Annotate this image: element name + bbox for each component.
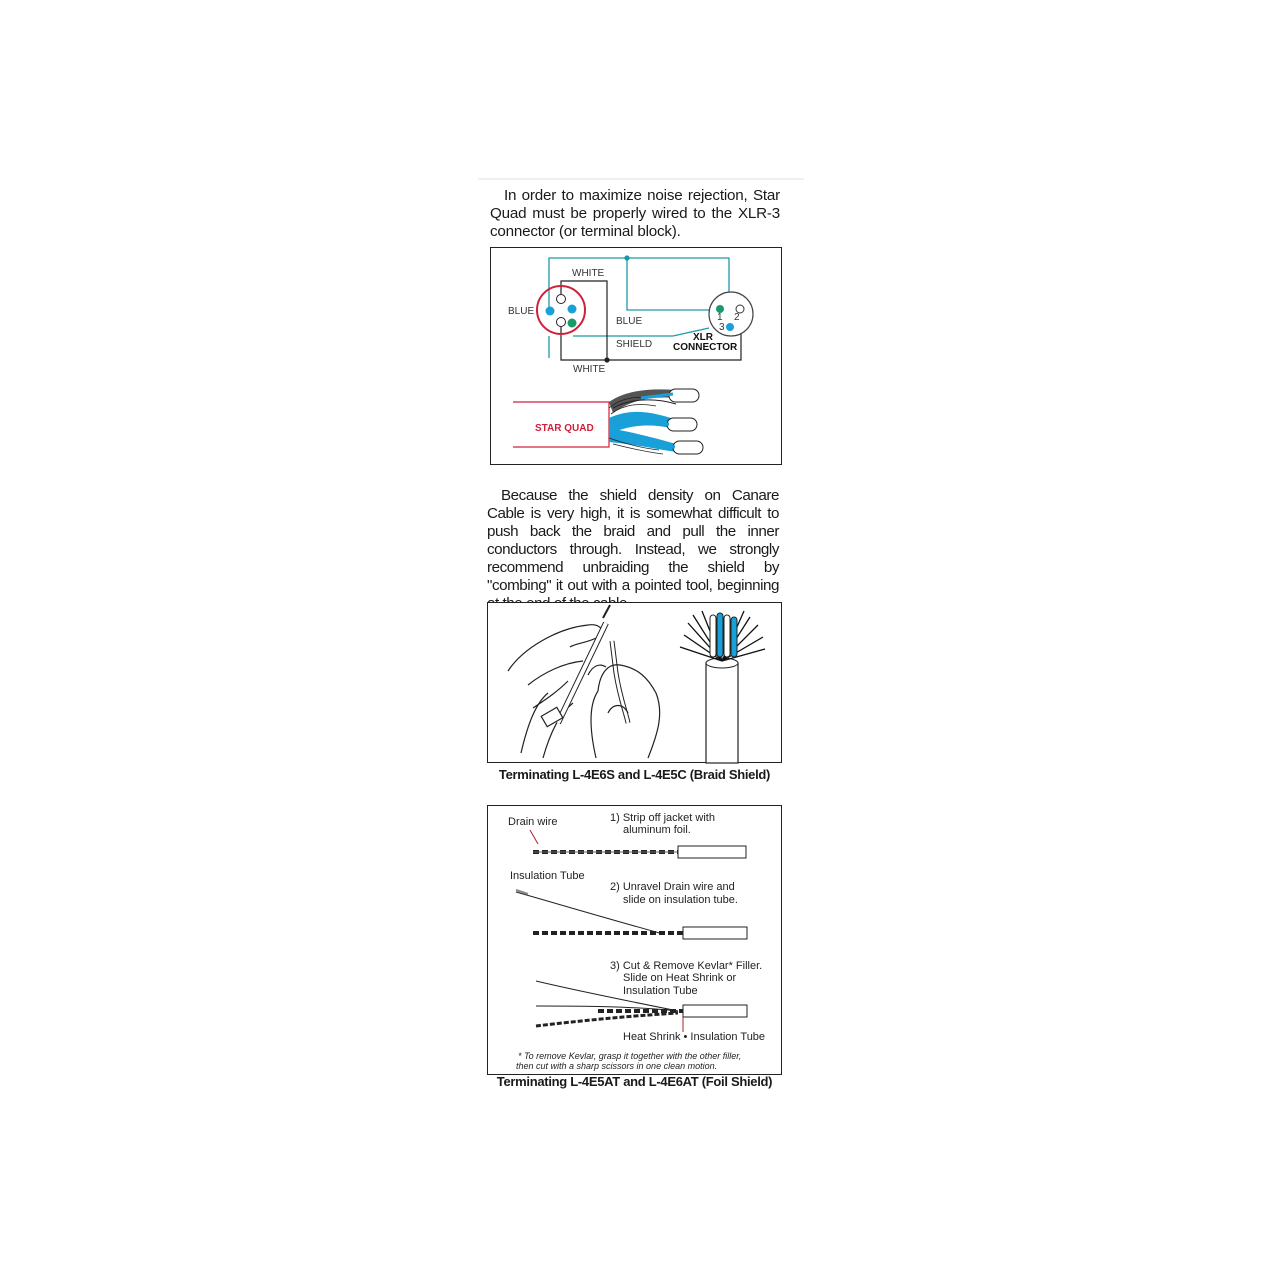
white-conductor-bottom [557,318,566,327]
connector-label: CONNECTOR [673,342,738,353]
drain-wire-label: Drain wire [508,816,558,828]
foil-caption: Terminating L-4E5AT and L-4E6AT (Foil Shield) [496,1074,773,1089]
top-divider [478,178,804,180]
wiring-diagram [490,247,782,465]
combed-cable-drawing [680,611,765,763]
shield-drain-dot [568,319,577,328]
braid-combing-illustration [487,602,782,763]
hands-drawing [508,605,660,758]
star-quad-cable-illustration [513,389,703,454]
blue-conductor-left [546,307,555,316]
heat-shrink-label: Heat Shrink • Insulation Tube [623,1031,766,1043]
pin-3-label: 3 [719,322,725,333]
wiring-diagram-svg [491,248,783,466]
step1-line2: aluminum foil. [623,824,691,836]
braid-paragraph [487,487,779,613]
shield-label: SHIELD [616,339,653,350]
step2-line1: 2) Unravel Drain wire and [610,881,735,893]
teal-wire-shield [573,328,709,336]
pin-1-label: 1 [717,312,723,323]
foil-shield-steps [487,805,782,1075]
step2-line2: slide on insulation tube. [623,894,738,906]
black-wire-white [561,281,607,360]
blue-mid-label: BLUE [616,316,643,327]
insulation-tube-label: Insulation Tube [510,870,585,882]
star-quad-label: STAR QUAD [535,423,594,434]
xlr-label: XLR [693,332,713,343]
white-bottom-label: WHITE [573,364,606,375]
intro-paragraph [490,187,780,241]
teal-wire-mid [627,258,719,310]
step3-line2: Slide on Heat Shrink or [623,972,737,984]
step3-line3: Insulation Tube [623,985,698,997]
braid-caption: Terminating L-4E6S and L-4E5C (Braid Shield) [498,767,771,782]
step3-line1: 3) Cut & Remove Kevlar* Filler. [610,960,763,972]
intro-text: In order to maximize noise rejection, Star Quad must be properly wired to the XLR-3 connector (or terminal block). [490,187,780,240]
blue-conductor-right [568,305,577,314]
footnote-line1: * To remove Kevlar, grasp it together with the other filler, [518,1051,742,1061]
braid-text: Because the shield density on Canare Cable is very high, it is somewhat difficult to push back the braid and pull the inner conductors through. Instead, we strongly recommend unbraiding the shield by "combing" it out with a pointed tool, beginning [487,487,779,594]
white-top-label: WHITE [572,268,605,279]
step1-line1: 1) Strip off jacket with [610,812,715,824]
blue-left-label: BLUE [508,306,535,317]
pin-2-label: 2 [734,312,740,323]
teal-wire-top [549,258,729,308]
white-conductor-top [557,295,566,304]
xlr-pin-3 [726,323,734,331]
footnote-line2: then cut with a sharp scissors in one clean motion. [516,1061,718,1071]
